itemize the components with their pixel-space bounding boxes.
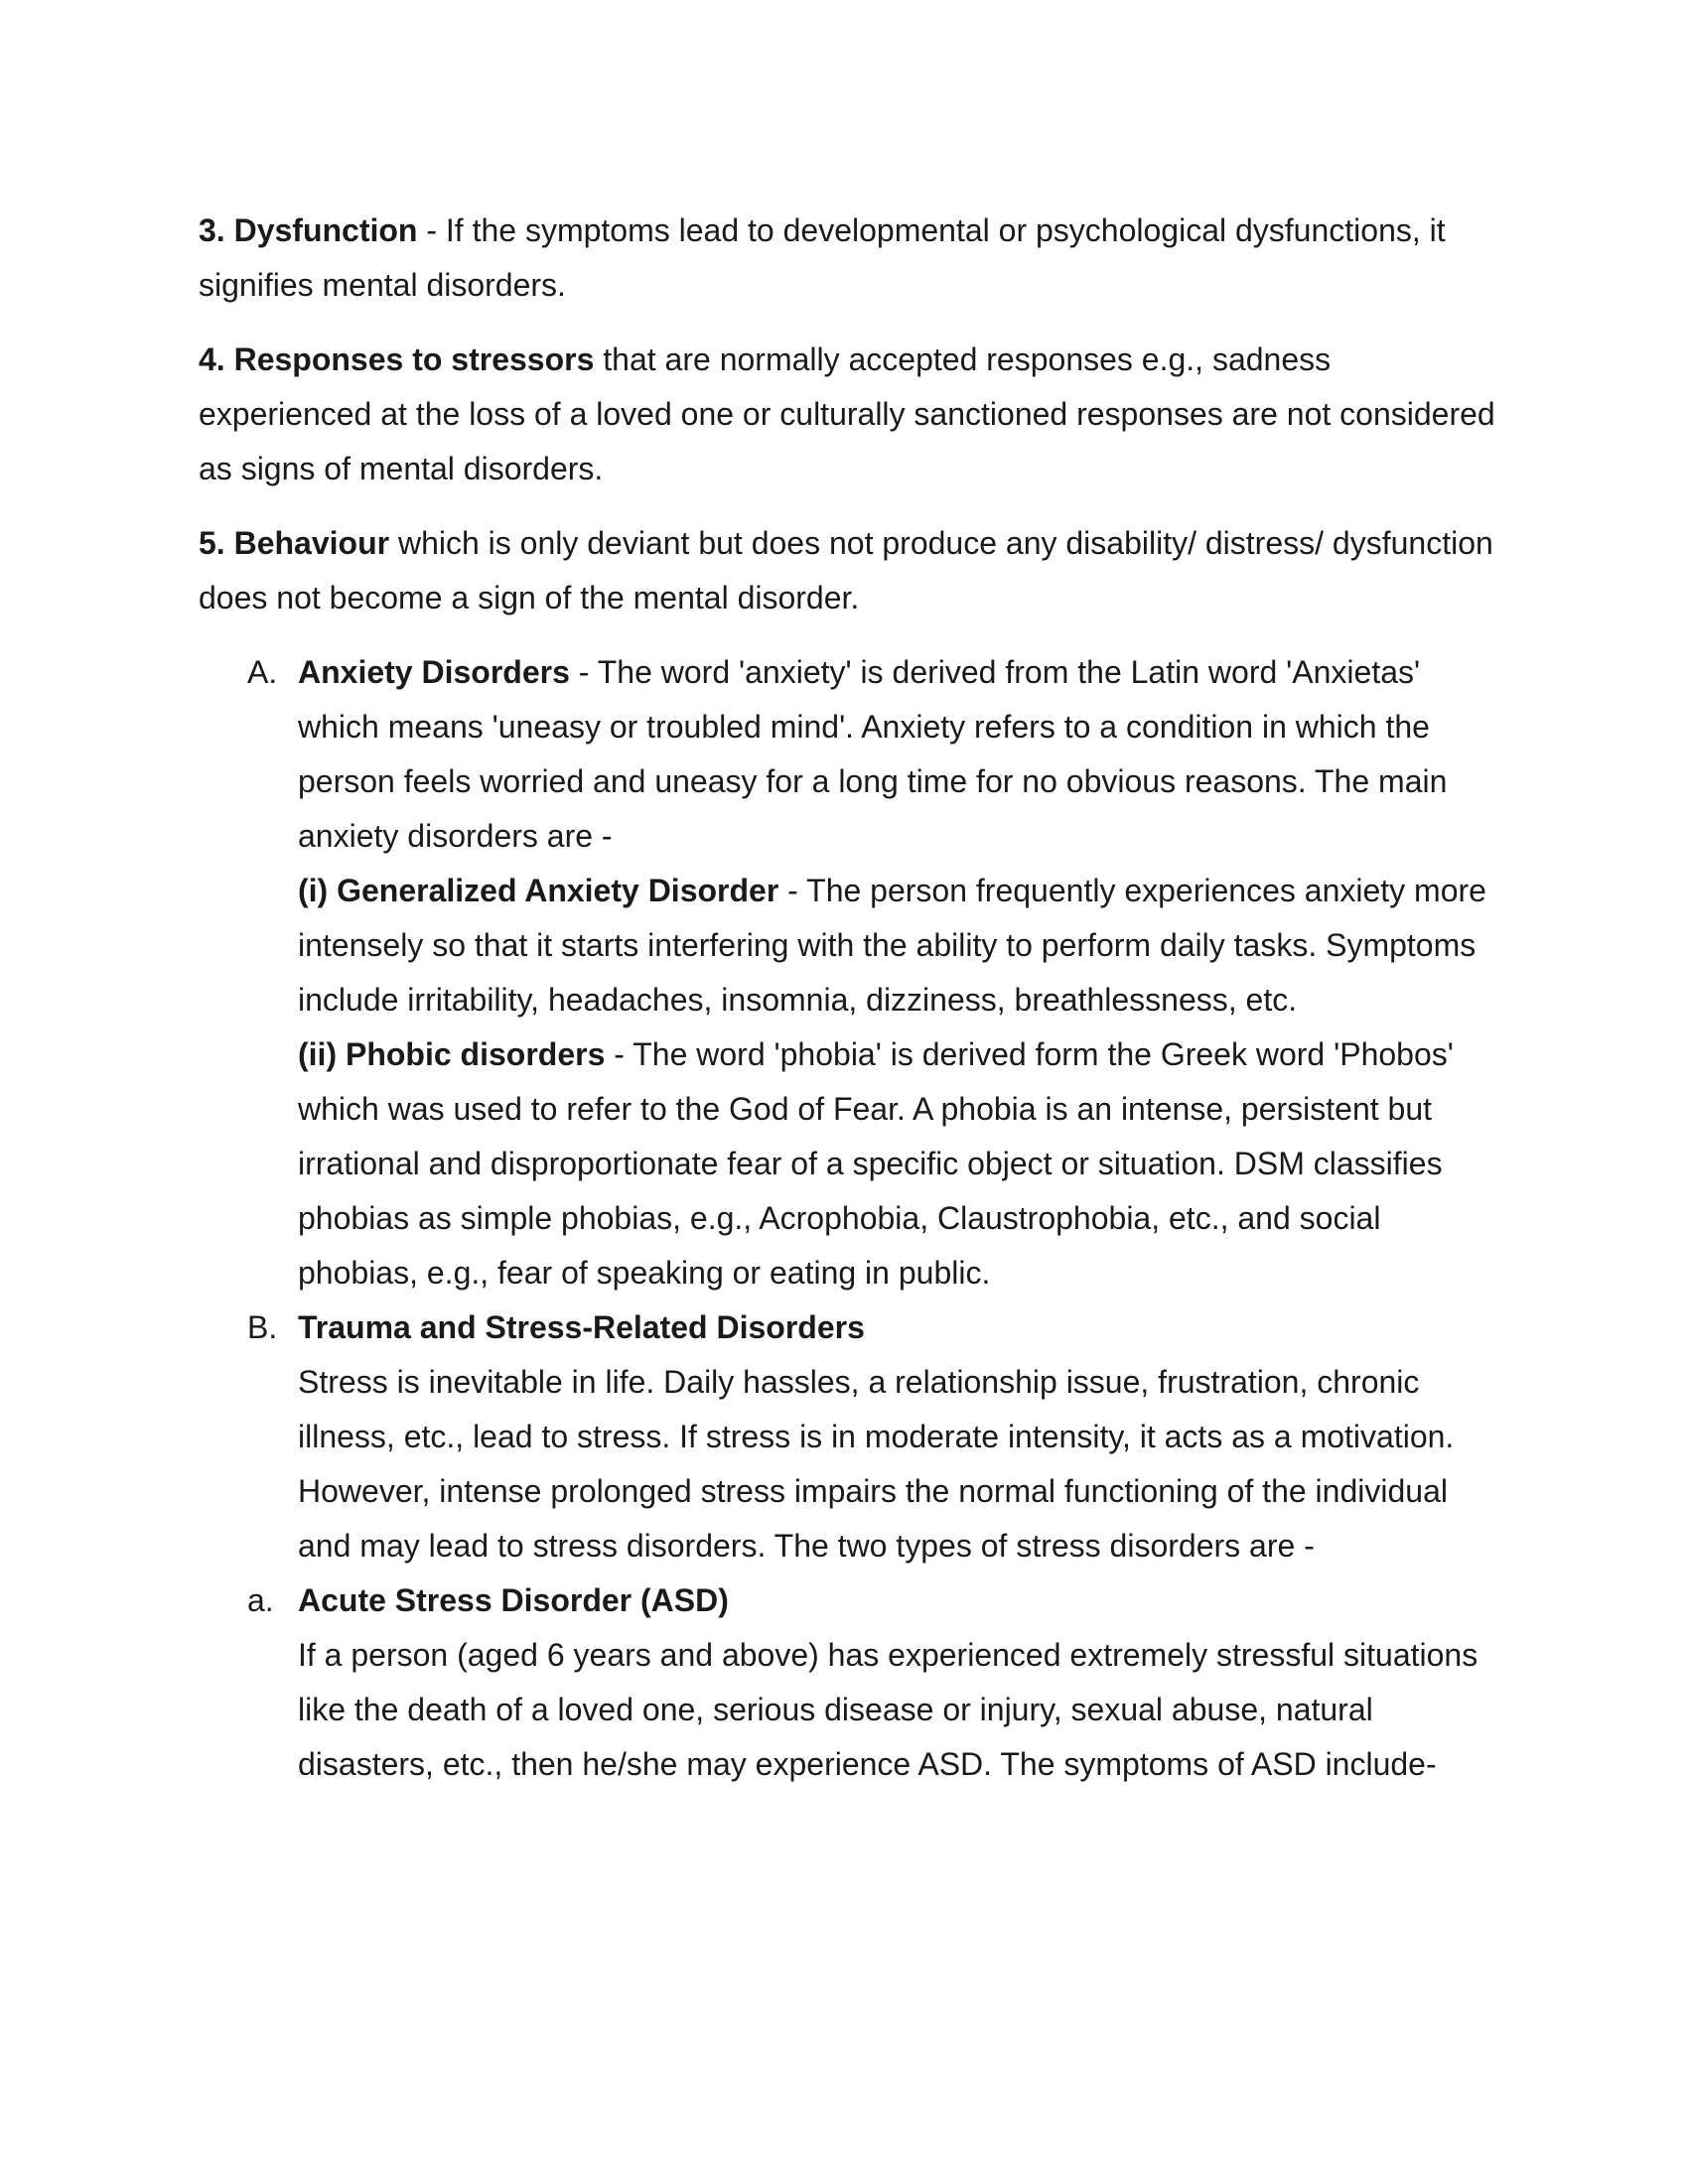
list-item-trauma-stress-disorders — [199, 1300, 1509, 1573]
paragraph-dysfunction — [199, 204, 1509, 313]
disorder-list — [199, 645, 1509, 1792]
phobic-disorders — [298, 1027, 1509, 1300]
heading-acute-stress-disorder: Acute Stress Disorder (ASD) — [298, 1582, 729, 1618]
text-anxiety-disorders: - The word 'anxiety' is derived from the Latin word 'Anxietas' which means 'uneasy or troubled mind'. Anxiety refers to a condition in which the person feels worried and uneasy for a long time for no obvious reasons. The main anxiety disorders are - — [298, 654, 1448, 854]
heading-phobic-disorders: (ii) Phobic disorders — [298, 1036, 606, 1072]
anxiety-disorders-intro — [298, 645, 1509, 864]
text-responses-to-stressors: that are normally accepted responses e.g., sadness experienced at the loss of a loved one or culturally sanctioned responses are not considered as signs of mental disorders. — [199, 341, 1495, 486]
text-acute-stress-disorder: If a person (aged 6 years and above) has experienced extremely stressful situations like the death of a loved one, serious disease or injury, sexual abuse, natural disasters, etc., then he/she may experience ASD. The symptoms of ASD include- — [298, 1637, 1478, 1782]
text-dysfunction: - If the symptoms lead to developmental or psychological dysfunctions, it signifies mental disorders. — [199, 212, 1446, 303]
heading-dysfunction: 3. Dysfunction — [199, 212, 418, 248]
list-item-anxiety-disorders — [199, 645, 1509, 1300]
heading-trauma-stress-disorders-line — [298, 1300, 1509, 1355]
list-marker-a-upper: A. — [247, 654, 278, 690]
text-behaviour: which is only deviant but does not produce any disability/ distress/ dysfunction does not become a sign of the mental disorder. — [199, 525, 1493, 615]
generalized-anxiety-disorder — [298, 864, 1509, 1027]
heading-behaviour: 5. Behaviour — [199, 525, 390, 561]
text-phobic-disorders: - The word 'phobia' is derived form the Greek word 'Phobos' which was used to refer to the God of Fear. A phobia is an intense, persistent but irrational and disproportionate fear of a specific object or situation. DSM classifies phobias as simple phobias, e.g., Acrophobia, Claustrophobia, etc., and social phobias, e.g., fear of speaking or eating in public. — [298, 1036, 1454, 1291]
heading-trauma-stress-disorders: Trauma and Stress-Related Disorders — [298, 1309, 865, 1345]
list-item-acute-stress-disorder — [199, 1573, 1509, 1792]
paragraph-behaviour — [199, 516, 1509, 625]
paragraph-responses-to-stressors — [199, 333, 1509, 496]
heading-responses-to-stressors: 4. Responses to stressors — [199, 341, 595, 377]
heading-anxiety-disorders: Anxiety Disorders — [298, 654, 570, 690]
heading-acute-stress-disorder-line — [298, 1573, 1509, 1628]
list-marker-a-lower: a. — [247, 1582, 274, 1618]
text-generalized-anxiety-disorder: - The person frequently experiences anxiety more intensely so that it starts interfering with the ability to perform daily tasks. Symptoms include irritability, headaches, insomnia, dizziness, breathlessness, etc. — [298, 873, 1486, 1018]
document-page — [199, 204, 1509, 1792]
list-marker-b-upper: B. — [247, 1309, 278, 1345]
heading-generalized-anxiety-disorder: (i) Generalized Anxiety Disorder — [298, 873, 779, 908]
text-trauma-stress-disorders: Stress is inevitable in life. Daily hassles, a relationship issue, frustration, chronic illness, etc., lead to stress. If stress is in moderate intensity, it acts as a motivation. However, intense prolonged stress impairs the normal functioning of the individual and may lead to stress disorders. The two types of stress disorders are - — [298, 1364, 1455, 1564]
